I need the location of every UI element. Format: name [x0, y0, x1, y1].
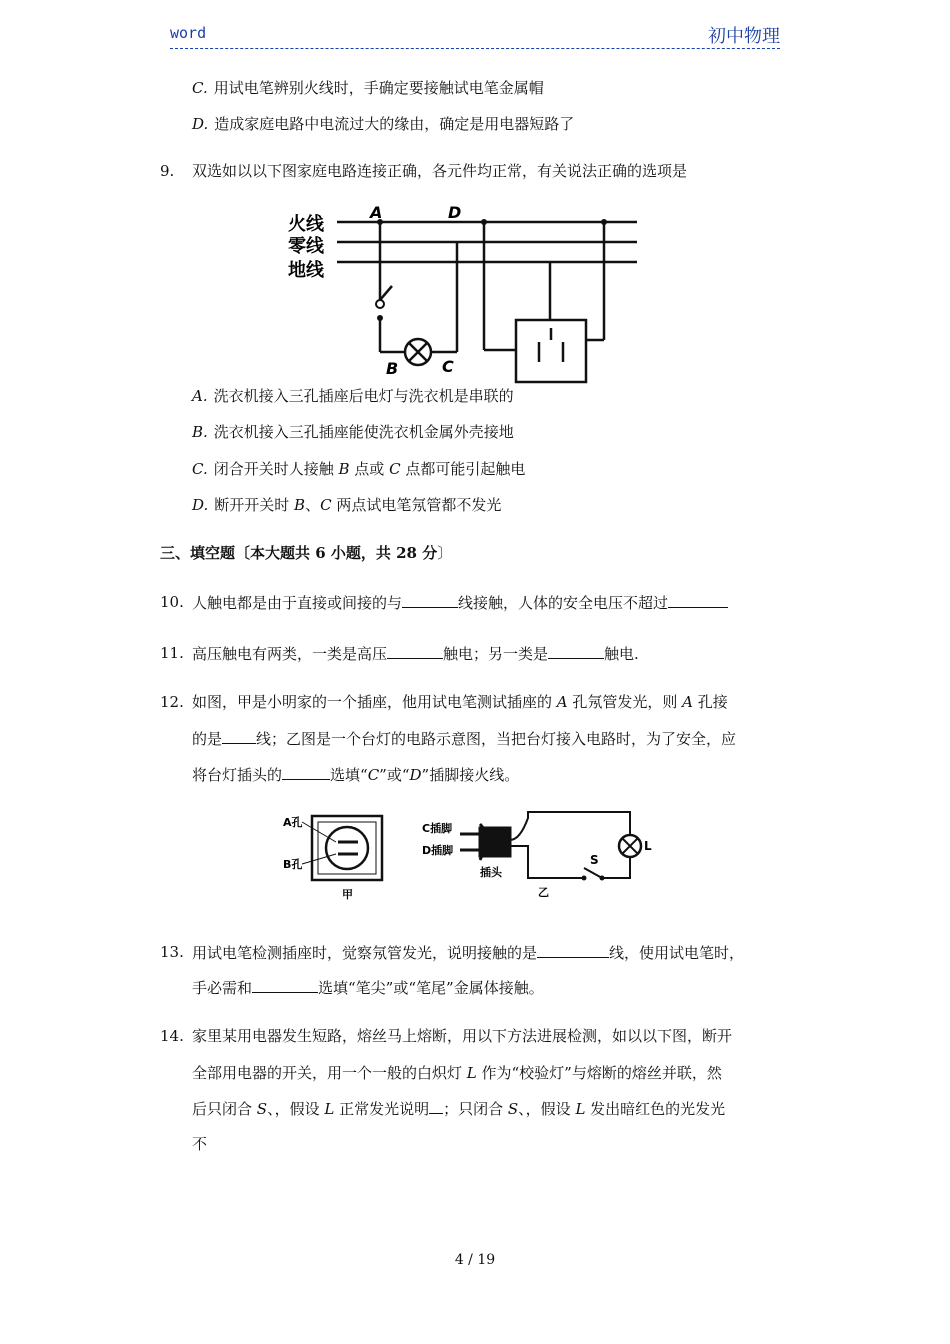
q10-number: 10. — [160, 593, 184, 611]
q9-option-d: D. 断开开关时 B、C 两点试电笔氖管都不发光 — [192, 496, 502, 514]
q13-blank-2[interactable] — [252, 977, 318, 993]
q10-blank-1[interactable] — [402, 592, 458, 608]
hole-a-label: A孔 — [283, 816, 303, 829]
q11-blank-2[interactable] — [548, 643, 604, 659]
q10-blank-2[interactable] — [668, 592, 728, 608]
q12-number: 12. — [160, 693, 184, 711]
q14-line-2: 全部用电器的开关，用一个一般的白炽灯 L 作为“校验灯”与熔断的熔丝并联，然 — [192, 1064, 722, 1082]
q8-option-d: D. 造成家庭电路中电流过大的缘由，确定是用电器短路了 — [192, 115, 575, 133]
q13-number: 13. — [160, 943, 184, 961]
q11-number: 11. — [160, 644, 184, 662]
fig-yi-label: 乙 — [538, 886, 549, 899]
page-number: 4 / 19 — [454, 1252, 496, 1268]
hole-b-label: B孔 — [283, 858, 303, 871]
pin-d-label: D插脚 — [422, 844, 454, 857]
lamp-label: L — [644, 839, 652, 853]
q12-blank-1[interactable] — [222, 728, 256, 744]
point-label-a: A — [370, 203, 383, 222]
q9-circuit-figure — [282, 200, 652, 390]
q14-line-4: 不 — [192, 1135, 208, 1153]
q14-line-3: 后只闭合 S、，假设 L 正常发光说明 ；只闭合 S、，假设 L 发出暗红色的光发光 — [192, 1100, 726, 1118]
section3-title: 三、填空题〔本大题共 6 小题，共 28 分〕 — [160, 544, 453, 562]
q11-blank-1[interactable] — [387, 643, 443, 659]
q12-figure — [280, 806, 670, 906]
q12-line-3: 将台灯插头的 选填“C”或“D”插脚接火线。 — [192, 766, 520, 784]
q13-line-2: 手必需和 选填“笔尖”或“笔尾”金属体接触。 — [192, 979, 544, 997]
point-label-d: D — [448, 203, 462, 222]
fig-jia-label: 甲 — [342, 888, 353, 901]
q14-blank-1[interactable] — [429, 1098, 443, 1114]
header-right: 初中物理 — [708, 26, 780, 47]
wire-label-neutral: 零线 — [288, 236, 324, 257]
q14-number: 14. — [160, 1027, 184, 1045]
q9-stem: 双选如以以下图家庭电路连接正确，各元件均正常，有关说法正确的选项是 — [192, 162, 688, 180]
q8-option-c: C. 用试电笔辨别火线时，手确定要接触试电笔金属帽 — [192, 79, 544, 97]
q9-option-c: C. 闭合开关时人接触 B 点或 C 点都可能引起触电 — [192, 460, 526, 478]
pin-c-label: C插脚 — [422, 822, 453, 835]
q14-line-1: 家里某用电器发生短路，熔丝马上熔断，用以下方法进展检测，如以以下图，断开 — [192, 1027, 733, 1045]
q12-blank-2[interactable] — [282, 764, 330, 780]
q9-number: 9. — [160, 162, 175, 180]
q9-option-b: B. 洗衣机接入三孔插座能使洗衣机金属外壳接地 — [192, 423, 514, 441]
q13-line-1: 用试电笔检测插座时，觉察氖管发光，说明接触的是 线，使用试电笔时， — [192, 944, 745, 962]
point-label-b: B — [386, 359, 399, 378]
q10-text: 人触电都是由于直接或间接的与 线接触，人体的安全电压不超过 — [192, 592, 728, 613]
point-label-c: C — [442, 357, 454, 376]
q13-blank-1[interactable] — [537, 942, 609, 958]
wire-label-ground: 地线 — [288, 260, 324, 281]
header-left: word — [170, 24, 207, 42]
q11-text: 高压触电有两类，一类是高压 触电；另一类是 触电. — [192, 645, 639, 663]
wire-label-fire: 火线 — [288, 214, 324, 235]
switch-label: S — [590, 853, 599, 867]
plug-label: 插头 — [480, 866, 502, 879]
q12-line-1: 如图，甲是小明家的一个插座，他用试电笔测试插座的 A 孔氖管发光，则 A 孔接 — [192, 693, 728, 711]
q12-line-2: 的是 线；乙图是一个台灯的电路示意图，当把台灯接入电路时，为了安全，应 — [192, 730, 737, 748]
q9-option-a: A. 洗衣机接入三孔插座后电灯与洗衣机是串联的 — [192, 387, 514, 405]
page-header — [170, 22, 780, 49]
